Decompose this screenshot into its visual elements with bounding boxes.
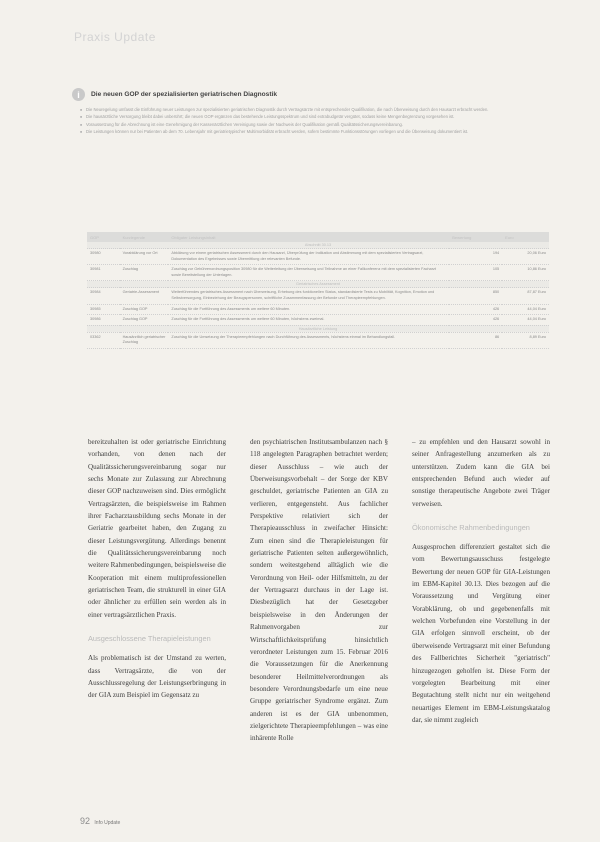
cell-points: 426 [449,304,502,315]
table-header-row [87,232,549,242]
subheading: Ökonomische Rahmenbedingungen [412,523,530,533]
cell-desc: Zuschlag für die Fortführung des Assessments um weitere 60 Minuten, höchstens zweimal. [168,315,449,326]
cell-gop: 30985 [87,304,120,315]
text-column-2 [250,436,388,745]
table-row [87,288,549,304]
cell-points: 86 [449,332,502,348]
cell-euro: 44,04 Euro [502,304,549,315]
cell-name: Zuschlag GOP [120,315,169,326]
cell-euro: 44,04 Euro [502,315,549,326]
section-title: Geriatrisches Assessment [87,281,549,288]
cell-points: 105 [449,265,502,281]
subheading: Ausgeschlossene Therapieleistungen [88,634,211,644]
info-bullet: ■ Voraussetzung für die Abrechnung ist eine Genehmigung der Kassenärztlichen Vereinigung sowie der Nachweis der Qualifikation gemäß Qualitätssicherungsvereinbarung. [80,122,546,128]
gop-table-container [87,232,549,349]
section-tag: Praxis Update [74,30,156,44]
page-footer [80,816,120,826]
info-bullet: ■ Die hausärztliche Versorgung bleibt dabei unberührt; die neuen GOP ergänzen das bestehende Leistungsspektrum und sind extrabudgetär vergütet, sodass keine Mengenbegrenzung vorgesehen ist. [80,114,546,120]
cell-name: Vorabklärung vor Ort [120,249,169,265]
info-box [77,88,546,137]
cell-gop: 03362 [87,332,120,348]
gop-table [87,232,549,349]
info-icon: i [72,88,85,101]
paragraph: Als problematisch ist der Umstand zu werten, dass Vertragsärzte, die von der Ausschlussregelung der Leistungserbringung in der GIA zum Beispiel im Gegensatz zu [88,654,226,700]
cell-euro: 10,86 Euro [502,265,549,281]
cell-desc: Zuschlag zur Gebührenordnungsposition 30980 für die Weiterleitung der Überweisung und Teilnahme an einer Fallkonferenz mit dem spezialisierten Facharzt sowie Bereitstellung der Unterlagen. [168,265,449,281]
journal-name: Info Update [94,820,121,826]
table-section-row [87,325,549,332]
cell-name: Zuschlag GOP [120,304,169,315]
cell-gop: 30986 [87,315,120,326]
cell-points: 194 [449,249,502,265]
header-name: Kurzlegende [120,232,169,242]
table-row [87,249,549,265]
cell-gop: 30984 [87,288,120,304]
paragraph: – zu empfehlen und den Hausarzt sowohl in seiner Anfragestellung anzumerken als zu unterstützen. Zudem kann die GIA bei entsprechenden Befund auch wieder auf sonstige therapeutische Angebote zwei Träger verweisen. [412,438,550,508]
table-row [87,315,549,326]
page-number: 92 [80,816,91,826]
cell-euro: 8,89 Euro [502,332,549,348]
cell-points: 850 [449,288,502,304]
header-gop: GOP [87,232,120,242]
cell-points: 426 [449,315,502,326]
header-euro: Euro [502,232,549,242]
cell-desc: Abklärung vor einem geriatrischen Assessment durch den Hausarzt, Überprüfung der Indikation und Abstimmung mit dem spezialisierten Vertragsarzt, Dokumentation des Ergebnisses sowie Übermittlung der relevanten Befunde. [168,249,449,265]
cell-euro: 20,06 Euro [502,249,549,265]
info-bullet: ■ Die Leistungen können nur bei Patienten ab dem 70. Lebensjahr mit geriatrietypischer Multimorbidität erbracht werden, sofern bestimmte Funktionsstörungen vorliegen und die Überweisung dokumentiert ist. [80,129,546,135]
cell-name: Zuschlag [120,265,169,281]
paragraph: Ausgesprochen differenziert gestaltet sich die vom Bewertungsausschuss festgelegte Bewertung der neuen GOP für GIA-Leistungen im EBM-Kapitel 30.13. Dies bezogen auf die Voraussetzung und Vergütung einer Vorabklärung, ob und gegebenenfalls mit welchen Vorbefunden eine Vorstellung in der GIA erfolgen sinnvoll erscheint, ob der überweisende Vertragsarzt mit einer Befundung des Fallberichtes Sicherheit "geriatrisch" hinzugezogen geholfen ist. Diese Form der vorgelegten Bearbeitung mit einer Begutachtung stellt nicht nur ein weitgehend neuartiges Element im EBM-Leistungskatalog dar, sie nimmt zugleich [412,543,550,724]
cell-name: Hausärztlich geriatrischer Zuschlag [120,332,169,348]
cell-gop: 30981 [87,265,120,281]
info-title-row [77,88,546,101]
article-body [88,436,550,796]
info-bullets [80,107,546,136]
text-column-1 [88,436,226,702]
info-bullet: ■ Die Neuregelung umfasst die Einführung neuer Leistungen zur spezialisierten geriatrischen Diagnostik durch Vertragsärzte mit entsprechender Qualifikation, die nach Überweisung durch den Hausarzt erbracht werden. [80,107,546,113]
info-box-title: Die neuen GOP der spezialisierten geriatrischen Diagnostik [91,91,278,98]
text-column-3 [412,436,550,726]
header-desc: Obligater Leistungsinhalt [168,232,449,242]
header-points: Bewertung [449,232,502,242]
cell-gop: 30980 [87,249,120,265]
table-row [87,332,549,348]
table-section-row [87,281,549,288]
cell-desc: Zuschlag für die Fortführung des Assessments um weitere 60 Minuten. [168,304,449,315]
cell-name: Geriatrie-Assessment [120,288,169,304]
section-title: Hausärztliche Leistung [87,325,549,332]
table-row [87,265,549,281]
cell-euro: 87,87 Euro [502,288,549,304]
section-title: Abschnitt 30.13 [87,242,549,249]
paragraph: bereitzuhalten ist oder geriatrische Einrichtung vorhanden, von denen nach der Qualitätssicherungsvereinbarung sogar nur sechs Monate zur Zulassung zur Abrechnung dieser GOP nachzuweisen sind. Dies ermöglicht Vertragsärzten, die beispielsweise im Rahmen ihrer Facharztausbildung sechs Monate in der Geriatrie gearbeitet haben, den Zugang zu dieser Leistungsvergütung. Allerdings benennt die Qualitätssicherungsvereinbarung noch weitere Rahmenbedingungen, beispielsweise die Kooperation mit einem multiprofessionellen geriatrischen Team, die strukturell in einer GIA oder ähnlicher zu erfüllen sein werden als in einer vertragsärztlichen Praxis. [88,438,226,619]
cell-desc: Zuschlag für die Umsetzung der Therapieempfehlungen nach Durchführung des Assessments, höchstens einmal im Behandlungsfall. [168,332,449,348]
cell-desc: Weiterführendes geriatrisches Assessment nach Überweisung, Erhebung des funktionellen Status, standardisierte Tests zu Mobilität, Kognition, Emotion und Selbstversorgung, Einbeziehung der Bezugspersonen, schriftliche Zusammenfassung der Befunde und Therapieempfehlungen. [168,288,449,304]
paragraph: den psychiatrischen Institutsambulanzen nach § 118 angelegten Paragraphen betrachtet werden; dieser Ausschluss – wie auch der Überweisungsvorbehalt – der Sorge der KBV geschuldet, geriatrische Patienten an GIA zu verlieren, entgegensteht. Aus fachlicher Perspektive relativiert sich der Therapieausschluss in zweifacher Hinsicht: Zum einen sind die Therapieleistungen für geriatrische Patienten selten außergewöhnlich, sondern weitestgehend alltäglich wie die Verordnung von Heil- oder Hilfsmitteln, zu der der Vertragsarzt durchaus in der Lage ist. Diesbezüglich hat der Gesetzgeber beispielsweise in den Änderungen der Rahmenvorgaben zur Wirtschaftlichkeitsprüfung hinsichtlich verordneter Leistungen zum 15. Februar 2016 die Voraussetzungen für die Anerkennung besonderer Heilmittelverordnungen als besondere Verordnungsbedarfe um eine neue Gruppe geriatrischer Syndrome ergänzt. Zum anderen ist es der GIA unbenommen, zielgerichtete Therapieempfehlungen – was eine inhärente Rolle [250,438,388,743]
table-row [87,304,549,315]
